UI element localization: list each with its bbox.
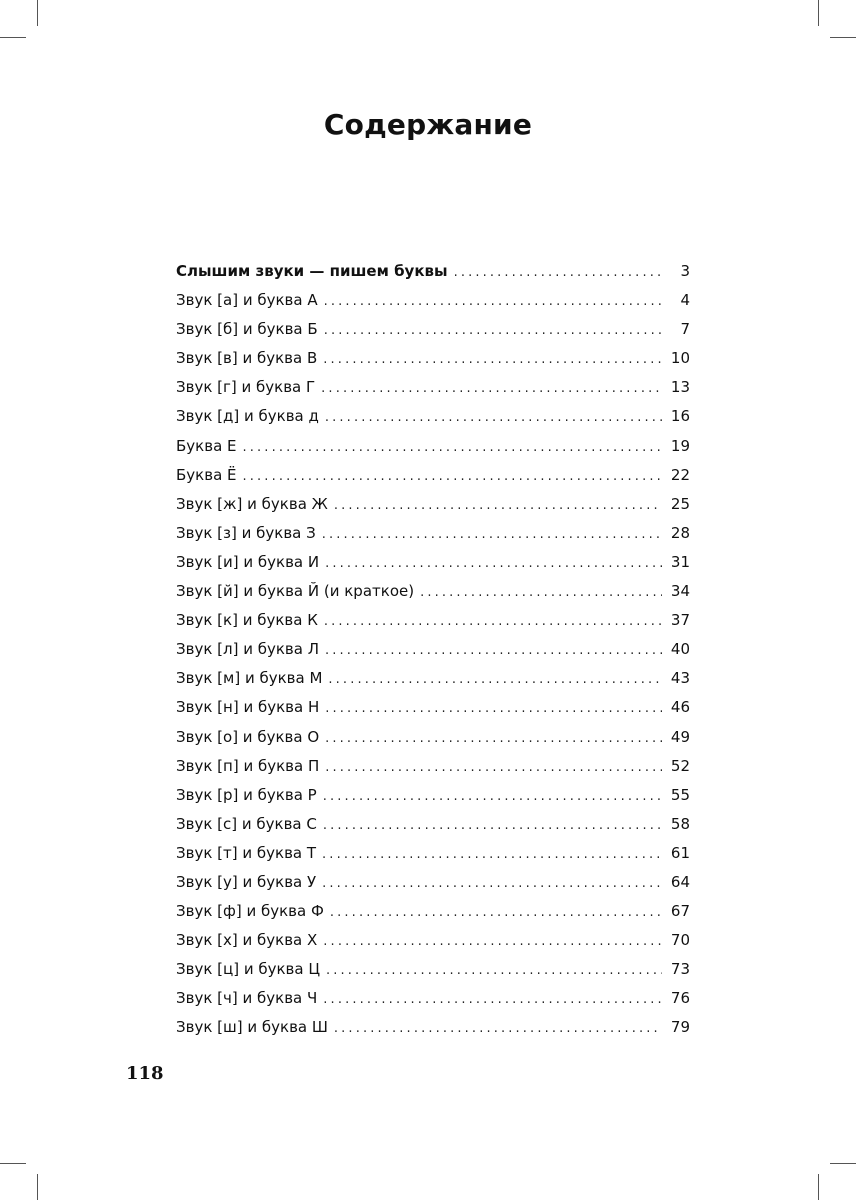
toc-entry: [176, 781, 690, 810]
table-of-contents: [176, 257, 690, 1043]
toc-entry-label: Звук [р] и буква Р: [176, 785, 317, 804]
toc-entry: [176, 839, 690, 868]
toc-entry-page: 73: [670, 960, 690, 979]
toc-entry: [176, 519, 690, 548]
toc-entry: [176, 344, 690, 373]
crop-mark: [818, 1174, 819, 1200]
dot-leader: [334, 491, 662, 520]
dot-leader: [323, 811, 662, 840]
toc-entry: [176, 257, 690, 286]
toc-entry-label: Звук [к] и буква К: [176, 611, 318, 630]
page-title: Содержание: [323, 108, 533, 141]
dot-leader: [328, 665, 662, 694]
dot-leader: [334, 1014, 662, 1043]
toc-entry: [176, 693, 690, 722]
dot-leader: [323, 345, 662, 374]
toc-entry: [176, 664, 690, 693]
toc-entry-label: Звук [ц] и буква Ц: [176, 960, 320, 979]
dot-leader: [326, 956, 662, 985]
toc-entry: [176, 955, 690, 984]
toc-entry-page: 64: [670, 872, 690, 891]
toc-entry-page: 10: [670, 349, 690, 368]
toc-entry: [176, 635, 690, 664]
toc-entry-page: 52: [670, 756, 690, 775]
toc-entry: [176, 868, 690, 897]
toc-entry-label: Звук [ж] и буква Ж: [176, 494, 328, 513]
dot-leader: [454, 258, 662, 287]
toc-entry-label: Звук [н] и буква Н: [176, 698, 320, 717]
dot-leader: [321, 374, 662, 403]
toc-entry: [176, 723, 690, 752]
toc-entry: [176, 315, 690, 344]
toc-entry-label: Звук [с] и буква С: [176, 814, 317, 833]
dot-leader: [330, 898, 662, 927]
crop-mark: [37, 1174, 38, 1200]
dot-leader: [325, 549, 662, 578]
toc-entry-page: 46: [670, 698, 690, 717]
dot-leader: [324, 316, 662, 345]
page-number: 118: [126, 1063, 164, 1084]
dot-leader: [325, 694, 662, 723]
crop-mark: [37, 0, 38, 26]
toc-entry-page: 31: [670, 552, 690, 571]
toc-entry-page: 55: [670, 785, 690, 804]
toc-entry-label: Звук [м] и буква М: [176, 669, 323, 688]
toc-entry-label: Звук [ч] и буква Ч: [176, 989, 318, 1008]
toc-entry-page: 79: [670, 1018, 690, 1037]
toc-entry-page: 70: [670, 931, 690, 950]
toc-entry: [176, 548, 690, 577]
toc-entry-page: 16: [670, 407, 690, 426]
dot-leader: [322, 840, 662, 869]
dot-leader: [325, 724, 662, 753]
toc-entry-page: 25: [670, 494, 690, 513]
dot-leader: [325, 403, 662, 432]
toc-entry-page: 58: [670, 814, 690, 833]
toc-entry-page: 43: [670, 669, 690, 688]
toc-entry-page: 4: [680, 291, 690, 310]
toc-entry: [176, 897, 690, 926]
toc-entry-label: Звук [д] и буква д: [176, 407, 319, 426]
toc-entry-page: 49: [670, 727, 690, 746]
toc-entry-label: Звук [о] и буква О: [176, 727, 320, 746]
toc-entry-page: 22: [670, 465, 690, 484]
dot-leader: [322, 869, 662, 898]
toc-entry: [176, 984, 690, 1013]
toc-entry-page: 7: [680, 320, 690, 339]
toc-entry-label: Звук [х] и буква Х: [176, 931, 318, 950]
toc-entry: [176, 1013, 690, 1042]
crop-mark: [830, 37, 856, 38]
toc-entry-label: Буква Ё: [176, 465, 237, 484]
dot-leader: [323, 927, 662, 956]
toc-entry-label: Звук [ф] и буква Ф: [176, 902, 324, 921]
dot-leader: [324, 287, 662, 316]
toc-entry-label: Звук [и] и буква И: [176, 552, 320, 571]
toc-entry-label: Звук [п] и буква П: [176, 756, 320, 775]
toc-entry-page: 67: [670, 902, 690, 921]
dot-leader: [420, 578, 662, 607]
toc-entry-page: 61: [670, 843, 690, 862]
toc-entry: [176, 577, 690, 606]
toc-entry: [176, 926, 690, 955]
dot-leader: [324, 607, 662, 636]
dot-leader: [322, 520, 662, 549]
toc-entry-label: Звук [а] и буква А: [176, 291, 318, 310]
toc-entry-label: Звук [б] и буква Б: [176, 320, 318, 339]
toc-entry: [176, 606, 690, 635]
toc-entry: [176, 402, 690, 431]
crop-mark: [818, 0, 819, 26]
toc-entry-page: 28: [670, 523, 690, 542]
toc-entry-label: Звук [г] и буква Г: [176, 378, 316, 397]
dot-leader: [323, 985, 662, 1014]
toc-entry-label: Звук [ш] и буква Ш: [176, 1018, 328, 1037]
toc-entry: [176, 490, 690, 519]
dot-leader: [325, 636, 662, 665]
toc-entry-page: 40: [670, 640, 690, 659]
dot-leader: [243, 433, 662, 462]
crop-mark: [0, 37, 26, 38]
toc-entry: [176, 461, 690, 490]
toc-entry-page: 37: [670, 611, 690, 630]
crop-mark: [830, 1163, 856, 1164]
toc-entry: [176, 373, 690, 402]
toc-entry-page: 19: [670, 436, 690, 455]
toc-entry-page: 3: [680, 262, 690, 280]
toc-entry-label: Звук [з] и буква З: [176, 523, 316, 542]
dot-leader: [323, 782, 662, 811]
toc-entry: [176, 752, 690, 781]
dot-leader: [325, 753, 662, 782]
toc-entry-label: Звук [л] и буква Л: [176, 640, 320, 659]
toc-entry: [176, 286, 690, 315]
toc-entry-page: 34: [670, 582, 690, 601]
dot-leader: [243, 462, 662, 491]
toc-entry-label: Звук [т] и буква Т: [176, 843, 317, 862]
toc-entry-label: Звук [у] и буква У: [176, 872, 317, 891]
toc-entry-page: 76: [670, 989, 690, 1008]
toc-entry-page: 13: [670, 378, 690, 397]
toc-entry: [176, 432, 690, 461]
crop-mark: [0, 1163, 26, 1164]
toc-entry-label: Звук [в] и буква В: [176, 349, 318, 368]
toc-entry-label: Слышим звуки — пишем буквы: [176, 262, 448, 280]
toc-entry-label: Звук [й] и буква Й (и краткое): [176, 582, 415, 601]
toc-entry: [176, 810, 690, 839]
toc-entry-label: Буква Е: [176, 436, 237, 455]
